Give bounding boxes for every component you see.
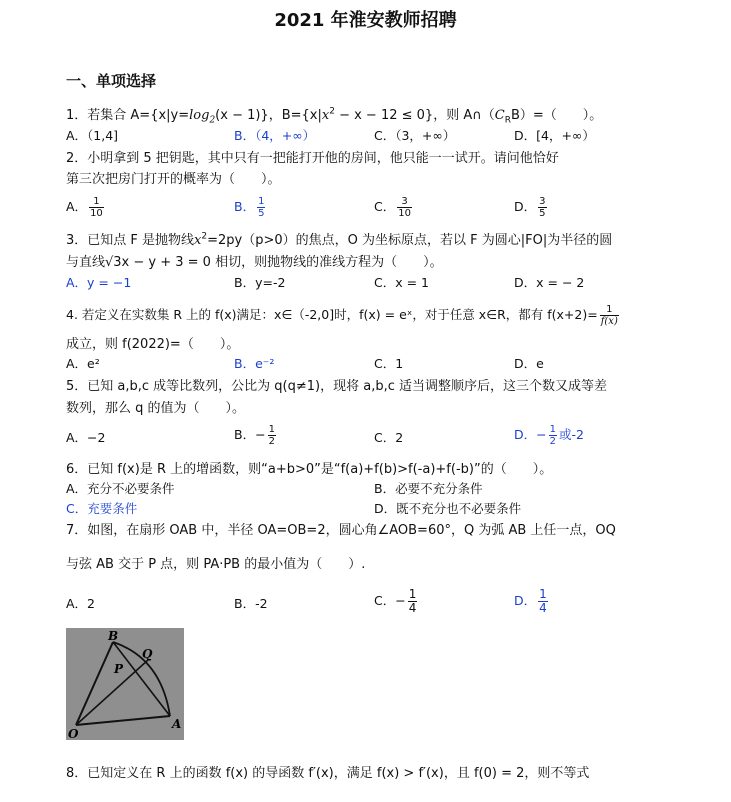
q4-option-a[interactable]: A．e² [66,356,100,371]
question-6-stem: 6．已知 f(x)是 R 上的增函数，则“a+b>0”是“f(a)+f(b)>f(-a)+f(-b)”的（ ）。 [66,462,553,477]
q2-option-a[interactable]: A． $\frac{1}{10}$ [66,196,103,219]
page-title: 2021 年淮安教师招聘 [274,10,457,31]
label-q: Q [142,647,153,661]
q1-option-d[interactable]: D．[4，+∞） [514,128,595,143]
question-4-line2: 成立，则 f(2022)=（ ）。 [66,337,240,352]
q4-option-b[interactable]: B．e⁻² [234,356,275,371]
question-7-line2: 与弦 AB 交于 P 点，则 PA·PB 的最小值为（ ）. [66,557,366,572]
label-b: B [108,629,119,643]
q5-option-c[interactable]: C．2 [374,430,404,445]
question-7-line1: 7．如图，在扇形 OAB 中，半径 OA=OB=2，圆心角∠AOB=60°，Q 为弧 AB 上任一点，OQ [66,523,616,538]
question-3-line1: 3．已知点 F 是抛物线$x^2=2py(p>0)$的焦点，O 为坐标原点，若以 F 为圆心|FO|为半径的圆 [66,231,613,248]
q3-option-a[interactable]: A．y = −1 [66,275,132,290]
q2-option-d[interactable]: D． $\frac{3}{5}$ [514,196,546,219]
question-1-stem: 1．若集合 $A=\{x|y=\log_2(x - 1)\}$，$B=\{x|x^2 - x - 12 \le 0\}$，则 $A\cap(C_RB)=$（ ）。 [66,106,603,126]
sector-figure [66,628,184,740]
q6-option-b[interactable]: B．必要不充分条件 [374,481,483,496]
q2-option-b[interactable]: B． $\frac{1}{5}$ [234,196,265,219]
q1-option-a[interactable]: A．（1,4] [66,128,119,143]
label-o: O [68,727,79,740]
label-a: A [172,717,182,731]
q5-option-d[interactable]: D．− $\frac{1}{2}$ 或-2 [514,424,584,447]
q7-option-c[interactable]: C．− $\frac{1}{4}$ [374,587,417,615]
q5-option-b[interactable]: B．− $\frac{1}{2}$ [234,424,275,447]
question-2-line2: 第三次把房门打开的概率为（ ）。 [66,172,281,187]
question-5-line2: 数列，那么 q 的值为（ ）。 [66,401,246,416]
q1-option-b[interactable]: B．（4，+∞） [234,128,316,143]
q3-option-b[interactable]: B．y=-2 [234,275,286,290]
q6-option-c[interactable]: C．充要条件 [66,501,138,516]
q1-option-c[interactable]: C．（3，+∞） [374,128,456,143]
question-5-line1: 5．已知 a,b,c 成等比数列，公比为 q(q≠1)，现将 a,b,c 适当调整顺序后，这三个数又成等差 [66,379,608,394]
q4-option-d[interactable]: D．e [514,356,544,371]
q7-option-a[interactable]: A．2 [66,596,96,611]
q6-option-d[interactable]: D．既不充分也不必要条件 [374,501,522,516]
q3-option-c[interactable]: C．x = 1 [374,275,429,290]
q6-option-a[interactable]: A．充分不必要条件 [66,481,175,496]
q3-option-d[interactable]: D．x = − 2 [514,275,585,290]
q4-option-c[interactable]: C．1 [374,356,404,371]
question-8-line1: 8．已知定义在 R 上的函数 f(x) 的导函数 f′(x)，满足 f(x) > f′(x)，且 f(0) = 2，则不等式 [66,766,590,781]
q7-option-d[interactable]: D． $\frac{1}{4}$ [514,587,547,615]
label-p: P [114,662,124,676]
q2-option-c[interactable]: C． $\frac{3}{10}$ [374,196,411,219]
question-3-line2: 与直线√3x − y + 3 = 0 相切，则抛物线的准线方程为（ ）。 [66,255,443,270]
question-2-line1: 2．小明拿到 5 把钥匙，其中只有一把能打开他的房间，他只能一一试开。请问他恰好 [66,151,559,166]
q5-option-a[interactable]: A．−2 [66,430,106,445]
q7-option-b[interactable]: B．-2 [234,596,268,611]
question-4-line1: 4. 若定义在实数集 R 上的 f(x)满足：x∈（-2,0]时，f(x) = eˣ，对于任意 x∈R，都有 f(x+2)= $\frac{1}{f(x)}$ [66,304,618,327]
section-heading: 一、单项选择 [66,72,157,90]
